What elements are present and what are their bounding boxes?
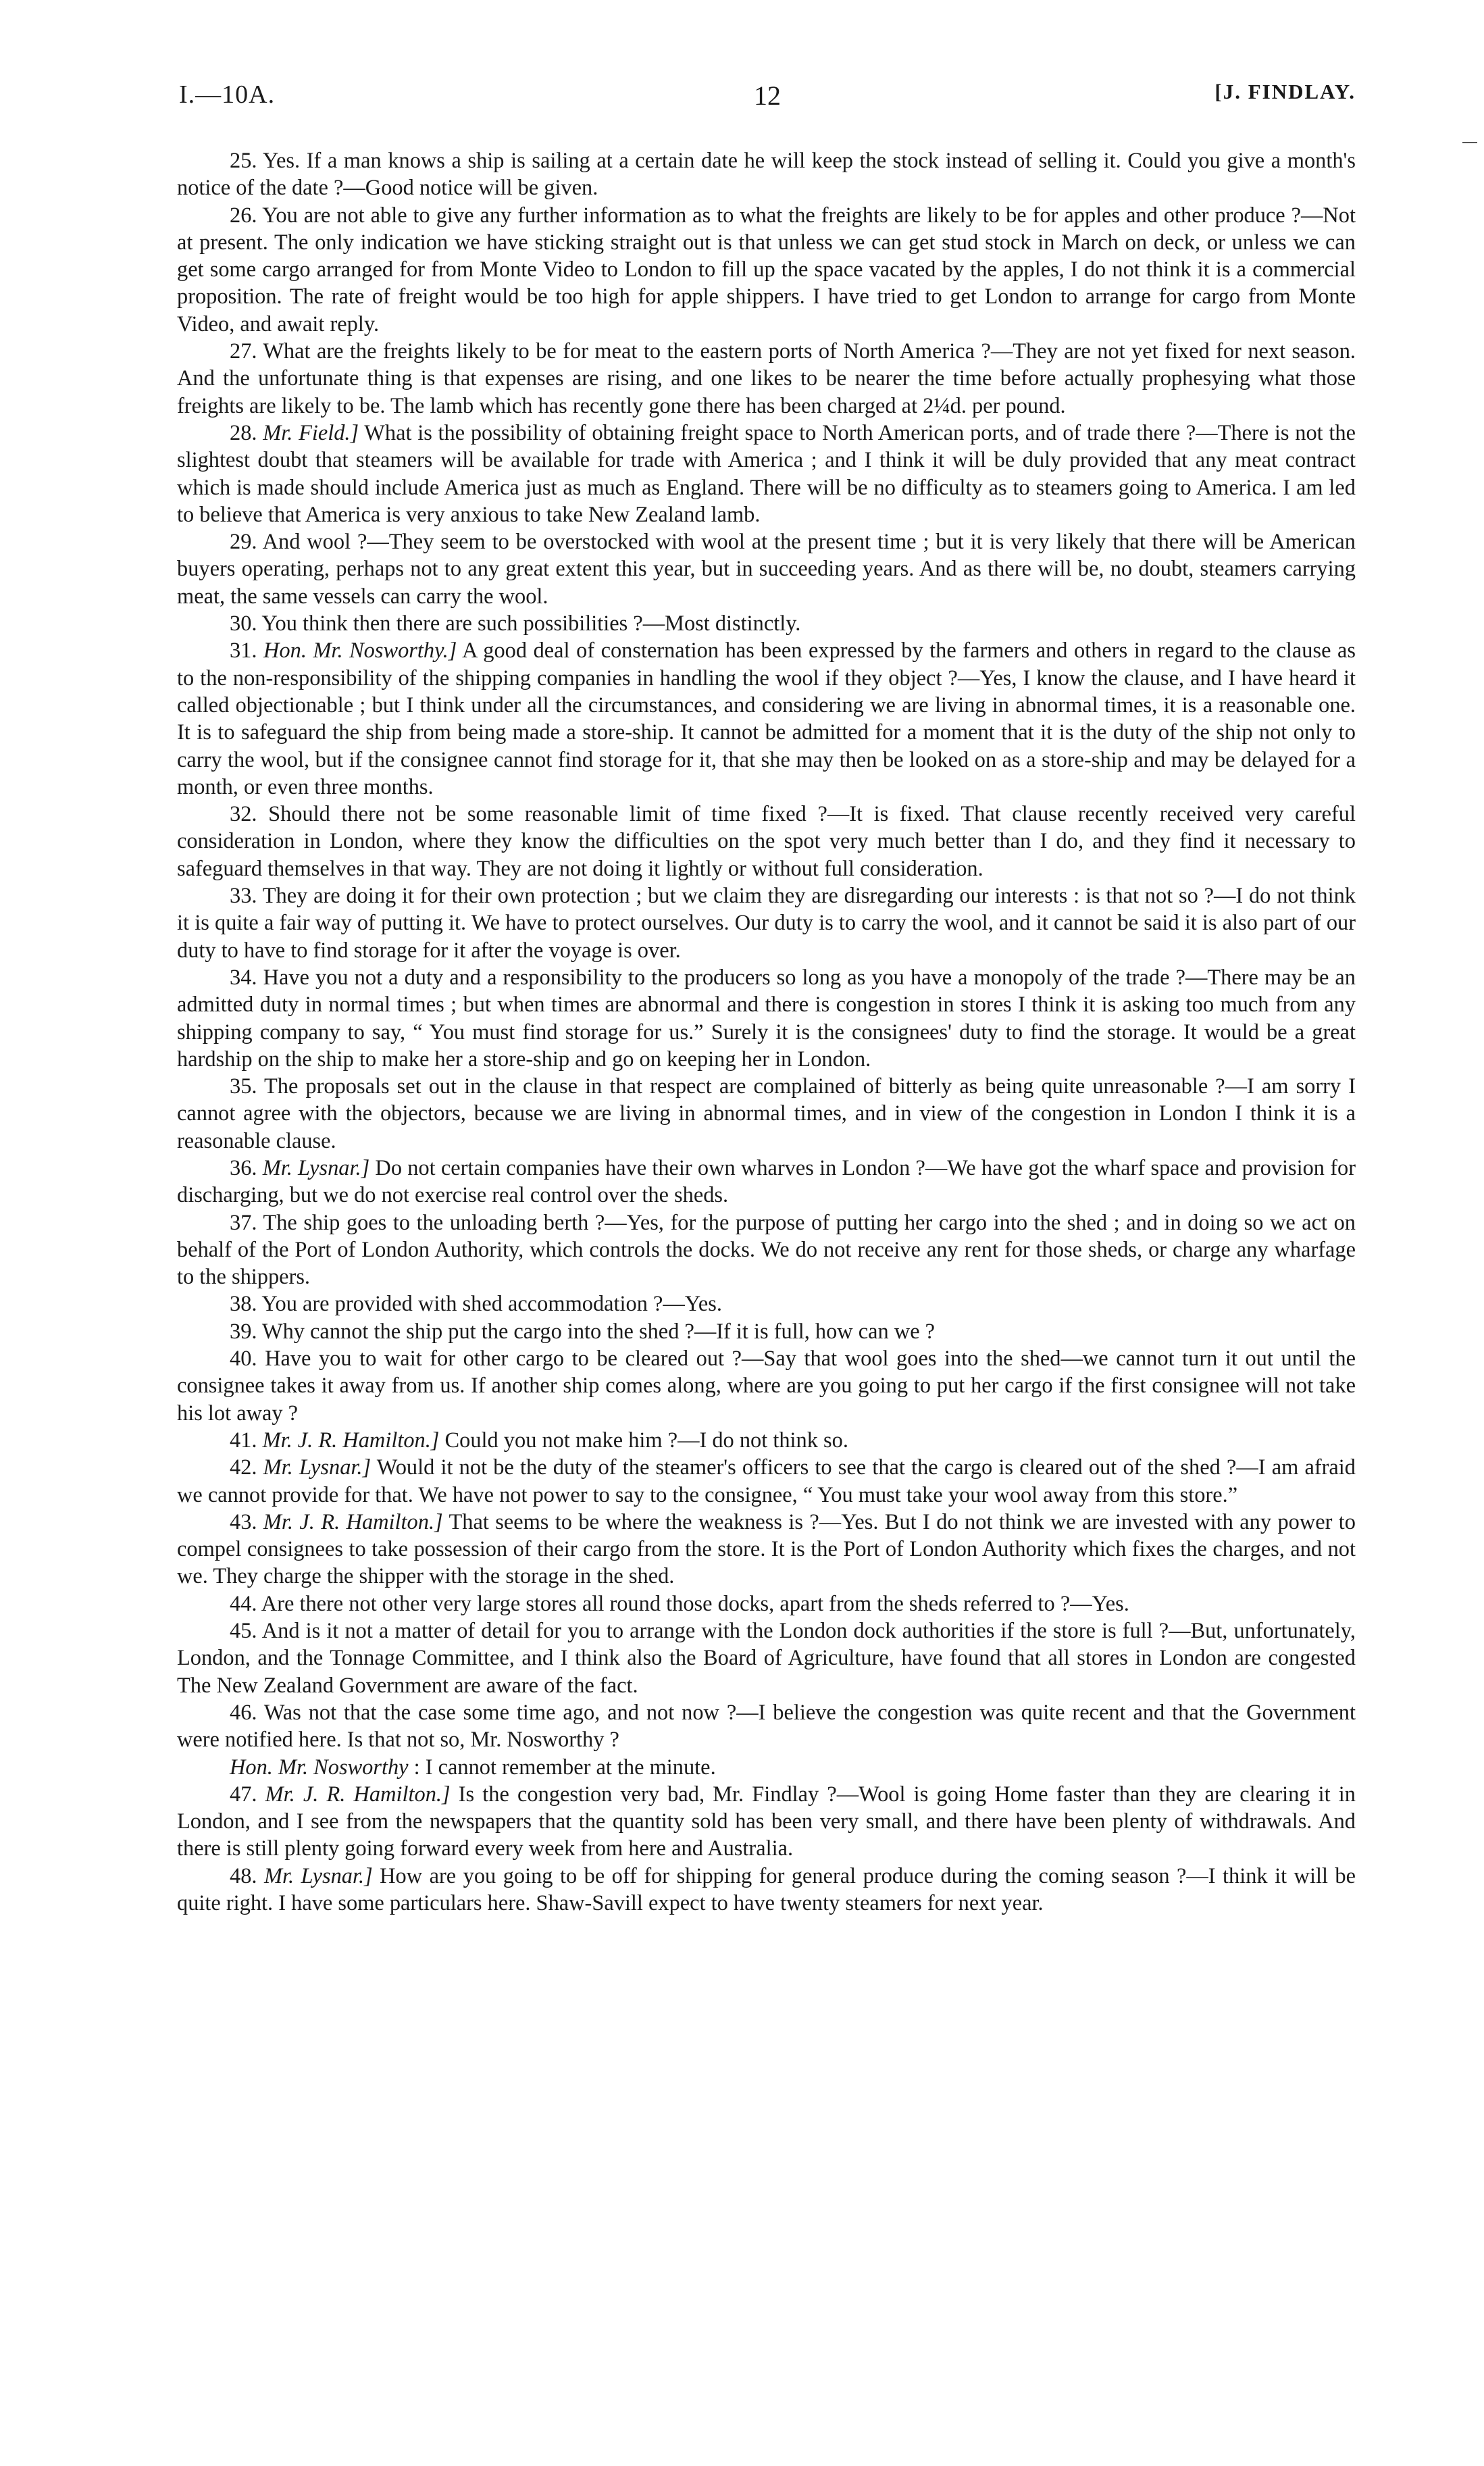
paragraph-text: That seems to be where the weakness is ?—Yes. But I do not think we are invested with any power to compel consignees to take possession of their cargo from the store. It is the Port of London Authority which fixes the charges, and not we. They charge the shipper with the storage in the shed.	[177, 1509, 1356, 1589]
question-number: 31.	[230, 638, 264, 663]
paragraph-text: 35. The proposals set out in the clause in that respect are complained of bitterly as being quite unreasonable ?—I am sorry I cannot agree with the objectors, because we are living in abnormal times, and in view of the congestion in London I think it is a reasonable clause.	[177, 1074, 1356, 1153]
evidence-paragraph	[177, 1427, 1356, 1454]
paragraph-text: 39. Why cannot the ship put the cargo into the shed ?—If it is full, how can we ?	[230, 1319, 936, 1344]
speaker-name: Mr. J. R. Hamilton.]	[263, 1509, 443, 1534]
evidence-paragraph	[177, 1590, 1356, 1617]
page-number: 12	[754, 80, 781, 111]
paragraph-text: Could you not make him ?—I do not think so.	[439, 1428, 848, 1453]
speaker-name: Mr. Lysnar.]	[262, 1155, 370, 1180]
evidence-paragraph	[177, 1290, 1356, 1317]
evidence-paragraph	[177, 1454, 1356, 1509]
paragraph-text: : I cannot remember at the minute.	[408, 1755, 716, 1780]
evidence-paragraph	[177, 1345, 1356, 1427]
paragraph-text: 34. Have you not a duty and a responsibility to the producers so long as you have a monopoly of the trade ?—There may be an admitted duty in normal times ; but when times are abnormal and there is congestion in stores I think it is asking too much from any shipping company to say, “ You must find storage for us.” Surely it is the consignees' duty to find the storage. It would be a great hardship on the ship to make her a store-ship and go on keeping her in London.	[177, 965, 1356, 1072]
evidence-paragraph	[177, 202, 1356, 338]
speaker-name: Hon. Mr. Nosworthy	[230, 1755, 409, 1780]
paragraph-text: 27. What are the freights likely to be for meat to the eastern ports of North America ?—They are not yet fixed for next season. And the unfortunate thing is that expenses are rising, and one likes to be nearer the time before actually prophesying what those freights are likely to be. The lamb which has recently gone there has been charged at 2¼d. per pound.	[177, 339, 1356, 418]
paragraph-text: 46. Was not that the case some time ago, and not now ?—I believe the congestion was quite recent and that the Government were notified here. Is that not so, Mr. Nosworthy ?	[177, 1700, 1356, 1753]
paragraph-text: 38. You are provided with shed accommodation ?—Yes.	[230, 1292, 723, 1317]
evidence-paragraph	[177, 1209, 1356, 1291]
paragraph-text: 44. Are there not other very large stores all round those docks, apart from the sheds referred to ?—Yes.	[230, 1591, 1129, 1616]
evidence-paragraph	[177, 1617, 1356, 1699]
paragraph-text: 33. They are doing it for their own protection ; but we claim they are disregarding our interests : is that not so ?—I do not think it is quite a fair way of putting it. We have to protect ourselves. Our duty is to carry the wool, and it cannot be said it is also part of our duty to have to find storage for it after the voyage is over.	[177, 884, 1356, 963]
evidence-paragraph	[177, 147, 1356, 202]
paragraph-text: What is the possibility of obtaining freight space to North American ports, and of trade there ?—There is not the slightest doubt that steamers will be available for trade with America ; and I think it will be duly provided that any meat contract which is made should include America just as much as England. There will be no difficulty as to steamers going to America. I am led to believe that America is very anxious to take New Zealand lamb.	[177, 420, 1356, 527]
evidence-paragraph	[177, 1754, 1356, 1781]
question-number: 48.	[230, 1863, 264, 1888]
paragraph-text: A good deal of consternation has been expressed by the farmers and others in regard to the clause as to the non-responsibility of the shipping companies in handling the wool if they object ?—Yes, I know the clause, and I have heard it called objectionable ; but I think under all the circumstances, and considering we are living in abnormal times, it is a reasonable one. It is to safeguard the ship from being made a store-ship. It cannot be admitted for a moment that it is the duty of the ship not only to carry the wool, but if the consignee cannot find storage for it, that she may then be looked on as a store-ship and may be delayed for a month, or even three months.	[177, 638, 1356, 799]
evidence-paragraph	[177, 528, 1356, 610]
evidence-paragraph	[177, 1699, 1356, 1754]
paragraph-text: Would it not be the duty of the steamer's officers to see that the cargo is cleared out of the shed ?—I am afraid we cannot provide for that. We have not power to say to the consignee, “ You must take your wool away from this store.”	[177, 1455, 1356, 1507]
evidence-paragraph	[177, 1863, 1356, 1917]
evidence-paragraph	[177, 338, 1356, 420]
evidence-paragraph	[177, 882, 1356, 964]
paragraph-text: 37. The ship goes to the unloading berth ?—Yes, for the purpose of putting her cargo into the shed ; and in doing so we act on behalf of the Port of London Authority, which controls the docks. We do not receive any rent for those sheds, or charge any wharfage to the shippers.	[177, 1210, 1356, 1290]
paragraph-text: Is the congestion very bad, Mr. Findlay ?—Wool is going Home faster than they are clearing it in London, and I see from the newspapers that the quantity sold has been very small, and there have been plenty of withdrawals. And there is still plenty going forward every week from here and Australia.	[177, 1782, 1356, 1861]
question-number: 43.	[230, 1509, 263, 1534]
evidence-paragraph	[177, 1781, 1356, 1863]
speaker-name: Mr. Lysnar.]	[263, 1455, 372, 1480]
page-header	[179, 80, 1356, 120]
evidence-paragraph	[177, 1073, 1356, 1155]
evidence-paragraph	[177, 1155, 1356, 1209]
paragraph-text: 29. And wool ?—They seem to be overstocked with wool at the present time ; but it is very likely that there will be American buyers operating, perhaps not to any great extent this year, but in succeeding years. And as there will be, no doubt, steamers carrying meat, the same vessels can carry the wool.	[177, 530, 1356, 609]
evidence-paragraph	[177, 964, 1356, 1073]
paragraph-text: 45. And is it not a matter of detail for you to arrange with the London dock authorities if the store is full ?—But, unfortunately, London, and the Tonnage Committee, and I think also the Board of Agriculture, have found that all stores in London are congested The New Zealand Government are aware of the fact.	[177, 1619, 1356, 1698]
evidence-paragraph	[177, 1509, 1356, 1590]
witness-name: [J. FINDLAY.	[1214, 80, 1356, 103]
evidence-paragraph	[177, 1318, 1356, 1345]
speaker-name: Hon. Mr. Nosworthy.]	[263, 638, 457, 663]
question-number: 42.	[230, 1455, 263, 1480]
evidence-paragraph	[177, 610, 1356, 637]
speaker-name: Mr. J. R. Hamilton.]	[262, 1428, 440, 1453]
speaker-name: Mr. Lysnar.]	[263, 1863, 373, 1888]
paragraph-text: Do not certain companies have their own wharves in London ?—We have got the wharf space and provision for discharging, but we do not exercise real control over the sheds.	[177, 1155, 1356, 1208]
question-number: 41.	[230, 1428, 263, 1453]
paper-reference: I.—10A.	[179, 80, 276, 109]
paragraph-text: 40. Have you to wait for other cargo to be cleared out ?—Say that wool goes into the shed—we cannot turn it out until the consignee takes it away from us. If another ship comes along, where are you going to put her cargo if the first consignee will not take his lot away ?	[177, 1347, 1356, 1426]
evidence-paragraph	[177, 420, 1356, 528]
evidence-paragraph	[177, 637, 1356, 801]
question-number: 36.	[230, 1155, 263, 1180]
margin-mark	[1462, 142, 1477, 143]
evidence-body	[177, 147, 1356, 1917]
evidence-paragraph	[177, 801, 1356, 882]
speaker-name: Mr. J. R. Hamilton.]	[265, 1782, 451, 1807]
paragraph-text: 30. You think then there are such possibilities ?—Most distinctly.	[230, 611, 801, 636]
speaker-name: Mr. Field.]	[263, 420, 359, 445]
paragraph-text: How are you going to be off for shipping for general produce during the coming season ?—I think it will be quite right. I have some particulars here. Shaw-Savill expect to have twenty steamers for next year.	[177, 1863, 1356, 1915]
paragraph-text: 26. You are not able to give any further information as to what the freights are likely to be for apples and other produce ?—Not at present. The only indication we have sticking straight out is that unless we can get stud stock in March on deck, or unless we can get some cargo arranged for from Monte Video to London to fill up the space vacated by the apples, I do not think it is a commercial proposition. The rate of freight would be too high for apple shippers. I have tried to get London to arrange for cargo from Monte Video, and await reply.	[177, 203, 1356, 336]
question-number: 47.	[230, 1782, 265, 1807]
paragraph-text: 25. Yes. If a man knows a ship is sailing at a certain date he will keep the stock instead of selling it. Could you give a month's notice of the date ?—Good notice will be given.	[177, 149, 1356, 201]
paragraph-text: 32. Should there not be some reasonable limit of time fixed ?—It is fixed. That clause recently received very careful consideration in London, where they know the difficulties on the spot very much better than I do, and they find it necessary to safeguard themselves in that way. They are not doing it lightly or without full consideration.	[177, 802, 1356, 881]
question-number: 28.	[230, 420, 263, 445]
